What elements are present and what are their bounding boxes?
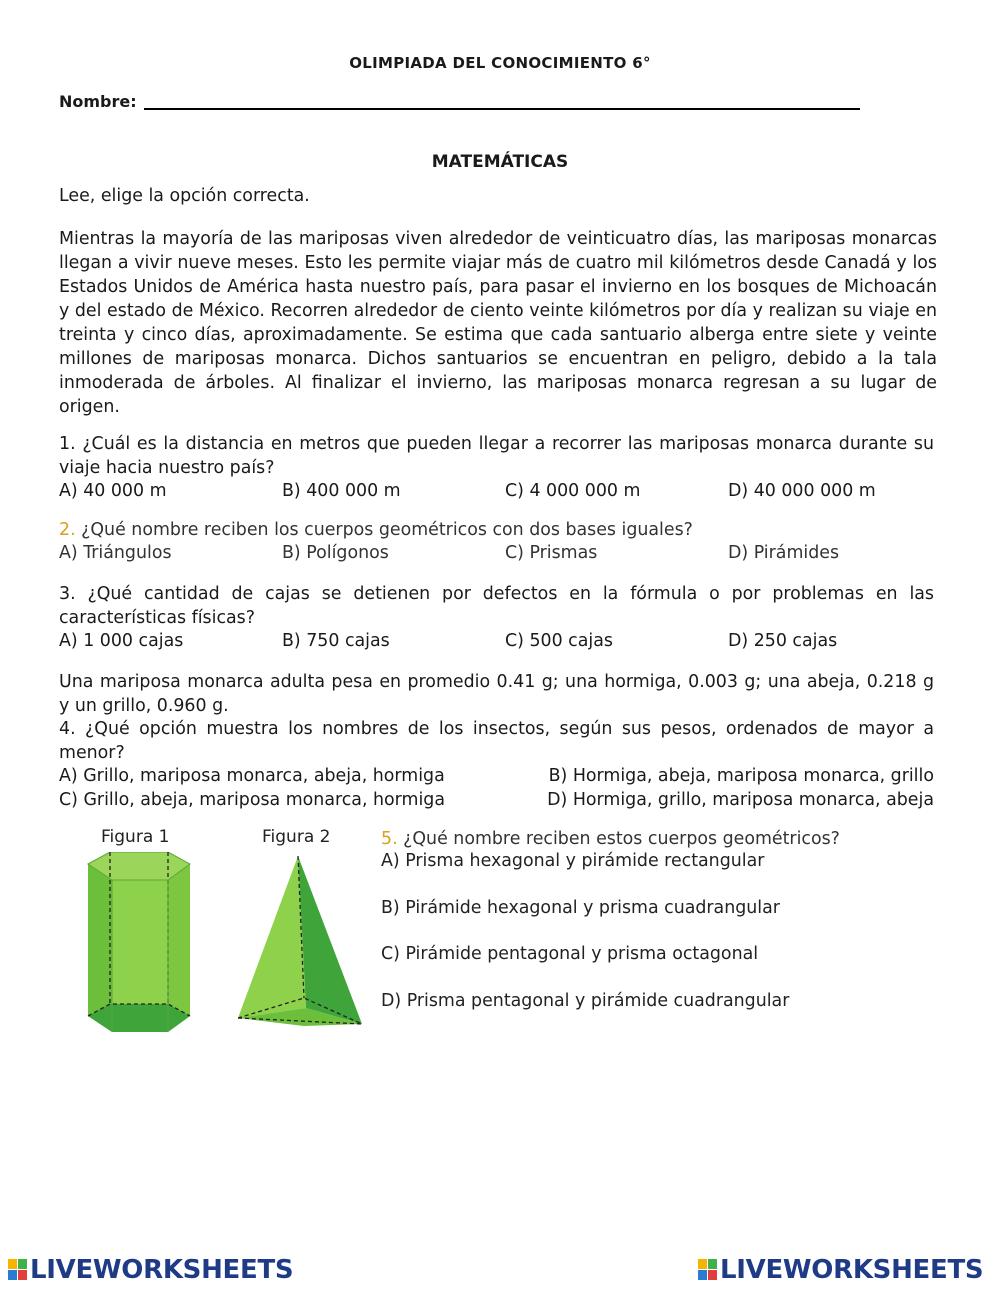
option-a[interactable]: A) 40 000 m xyxy=(59,481,167,501)
option-c[interactable]: C) Grillo, abeja, mariposa monarca, hormiga xyxy=(59,790,445,810)
question-number: 1. xyxy=(59,434,76,454)
question-text: ¿Qué nombre reciben estos cuerpos geométricos? xyxy=(403,829,840,849)
subject-heading: MATEMÁTICAS xyxy=(431,152,569,172)
instruction-text: Lee, elige la opción correcta. xyxy=(59,186,310,206)
question-text: ¿Qué opción muestra los nombres de los insectos, según sus pesos, ordenados de mayor a menor? xyxy=(59,719,934,763)
question-1 xyxy=(59,432,934,480)
option-d[interactable]: D) Pirámides xyxy=(728,543,840,563)
question-2-options xyxy=(59,541,939,565)
worksheet-title: OLIMPIADA DEL CONOCIMIENTO 6° xyxy=(349,54,651,72)
liveworksheets-logo-icon xyxy=(8,1259,28,1281)
question-number: 4. xyxy=(59,719,76,739)
brand-name: LIVEWORKSHEETS xyxy=(720,1255,984,1285)
question-number: 5. xyxy=(381,829,398,849)
question-3-options xyxy=(59,629,939,653)
square-pyramid-figure xyxy=(234,850,366,1028)
question-4-options-row-1 xyxy=(59,764,934,788)
brand-name: LIVEWORKSHEETS xyxy=(30,1255,294,1285)
option-d[interactable]: D) 250 cajas xyxy=(728,631,838,651)
option-c[interactable]: C) Prismas xyxy=(505,543,598,563)
option-b[interactable]: B) 400 000 m xyxy=(282,481,401,501)
question-5 xyxy=(381,827,840,851)
reading-passage: Mientras la mayoría de las mariposas viven alrededor de veinticuatro días, las mariposas monarcas llegan a vivir nueve meses. Esto les permite viajar más de cuatro mil kilómetros desde Canadá y los Estados Unidos de América hasta nuestro país, para pasar el invierno en los bosques de Michoacán y del estado de México. Recorren alrededor de ciento veinte kilómetros por día y realizan su viaje en treinta y cinco días, aproximadamente. Se estima que cada santuario alberga entre siete y veinte millones de mariposas monarca. Dichos santuarios se encuentran en peligro, debido a la tala inmoderada de árboles. Al finalizar el invierno, las mariposas monarca regresan a su lugar de origen. xyxy=(59,229,937,417)
footer-brand-right xyxy=(698,1255,983,1285)
question-1-options xyxy=(59,479,939,503)
option-b[interactable]: B) 750 cajas xyxy=(282,631,390,651)
hexagonal-prism-figure xyxy=(80,852,195,1036)
option-b[interactable]: B) Pirámide hexagonal y prisma cuadrangular xyxy=(381,898,780,918)
option-d[interactable]: D) 40 000 000 m xyxy=(728,481,876,501)
option-c[interactable]: C) 500 cajas xyxy=(505,631,613,651)
question-4-options-row-2 xyxy=(59,788,934,812)
option-d[interactable]: D) Hormiga, grillo, mariposa monarca, abeja xyxy=(547,790,934,810)
question-number: 3. xyxy=(59,584,76,604)
question-number: 2. xyxy=(59,520,76,540)
liveworksheets-logo-icon xyxy=(698,1259,718,1281)
option-a[interactable]: A) Prisma hexagonal y pirámide rectangular xyxy=(381,851,765,871)
question-text: ¿Qué nombre reciben los cuerpos geométricos con dos bases iguales? xyxy=(81,520,693,540)
question-text: ¿Qué cantidad de cajas se detienen por defectos en la fórmula o por problemas en las características físicas? xyxy=(59,584,934,628)
pyramid-left-face xyxy=(238,856,306,1018)
footer-brand-left xyxy=(8,1255,293,1285)
option-c[interactable]: C) 4 000 000 m xyxy=(505,481,641,501)
pyramid-right-face xyxy=(298,856,362,1024)
option-d[interactable]: D) Prisma pentagonal y pirámide cuadrangular xyxy=(381,991,790,1011)
question-3 xyxy=(59,582,934,630)
question-4-context: Una mariposa monarca adulta pesa en promedio 0.41 g; una hormiga, 0.003 g; una abeja, 0.218 g y un grillo, 0.960 g. xyxy=(59,672,934,716)
option-a[interactable]: A) Triángulos xyxy=(59,543,172,563)
figure-2-label: Figura 2 xyxy=(262,827,331,847)
name-input-line[interactable] xyxy=(144,108,860,110)
option-a[interactable]: A) Grillo, mariposa monarca, abeja, hormiga xyxy=(59,766,445,786)
figure-1-label: Figura 1 xyxy=(101,827,170,847)
name-label: Nombre: xyxy=(59,92,137,111)
question-4 xyxy=(59,717,934,765)
option-c[interactable]: C) Pirámide pentagonal y prisma octagonal xyxy=(381,944,759,964)
option-a[interactable]: A) 1 000 cajas xyxy=(59,631,184,651)
option-b[interactable]: B) Hormiga, abeja, mariposa monarca, grillo xyxy=(548,766,934,786)
option-b[interactable]: B) Polígonos xyxy=(282,543,389,563)
question-text: ¿Cuál es la distancia en metros que pueden llegar a recorrer las mariposas monarca durante su viaje hacia nuestro país? xyxy=(59,434,935,478)
question-2 xyxy=(59,518,934,542)
